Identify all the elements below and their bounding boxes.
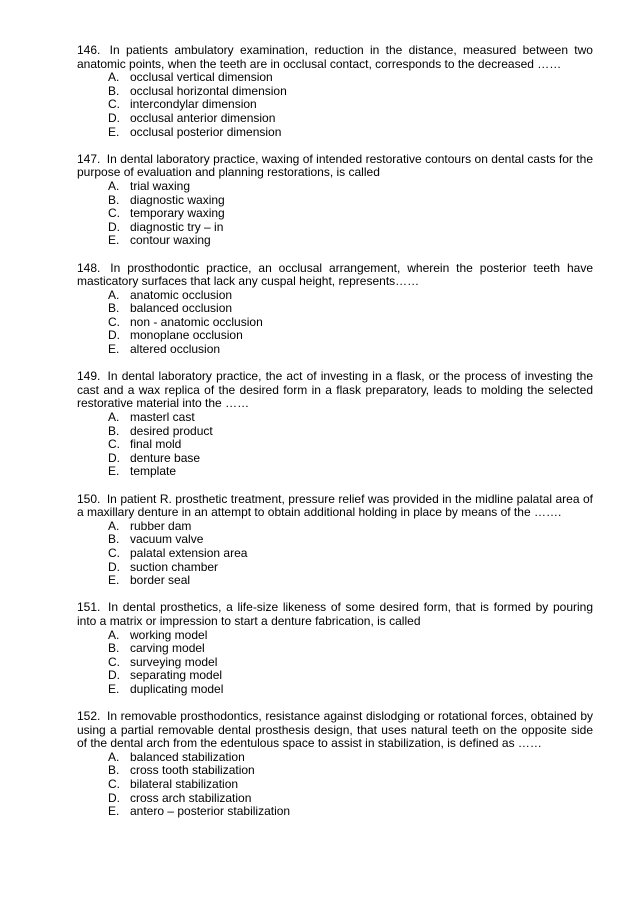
answer-option-a [77, 629, 593, 643]
answer-option-d [77, 561, 593, 575]
question-number: 149. [77, 369, 101, 384]
answer-option-c [77, 98, 593, 112]
question-152 [77, 710, 593, 819]
option-letter: C. [108, 654, 120, 669]
answer-option-b [77, 764, 593, 778]
answer-options [77, 751, 593, 819]
option-text: masterl cast [130, 410, 195, 425]
option-letter: B. [108, 532, 120, 547]
question-text: In dental laboratory practice, waxing of intended restorative contours on dental casts for the purpose of evaluation and planning restorations, is called [77, 151, 593, 180]
answer-option-b [77, 302, 593, 316]
answer-option-d [77, 792, 593, 806]
option-text: border seal [130, 573, 191, 588]
question-stem [77, 44, 593, 71]
answer-options [77, 411, 593, 479]
option-letter: D. [108, 110, 120, 125]
answer-option-b [77, 642, 593, 656]
option-letter: C. [108, 437, 120, 452]
option-text: trial waxing [130, 178, 191, 193]
answer-option-e [77, 126, 593, 140]
option-text: temporary waxing [130, 206, 225, 221]
option-text: duplicating model [130, 681, 224, 696]
option-letter: C. [108, 97, 120, 112]
option-letter: E. [108, 233, 120, 248]
option-text: bilateral stabilization [130, 777, 239, 792]
answer-option-b [77, 425, 593, 439]
option-text: intercondylar dimension [130, 97, 257, 112]
answer-option-c [77, 547, 593, 561]
option-letter: E. [108, 342, 120, 357]
question-stem [77, 601, 593, 628]
question-text: In dental prosthetics, a life-size likeness of some desired form, that is formed by pouring into a matrix or impression to start a denture fabrication, is called [77, 600, 594, 628]
option-letter: B. [108, 641, 120, 656]
question-stem [77, 370, 593, 411]
option-text: non - anatomic occlusion [130, 314, 263, 329]
question-number: 148. [77, 260, 101, 275]
option-letter: C. [108, 314, 120, 329]
answer-option-e [77, 683, 593, 697]
option-letter: A. [108, 70, 120, 85]
question-number: 152. [77, 709, 101, 724]
option-text: separating model [130, 668, 223, 683]
option-letter: B. [108, 83, 120, 98]
answer-options [77, 629, 593, 697]
answer-option-a [77, 289, 593, 303]
question-stem [77, 262, 593, 289]
answer-option-c [77, 778, 593, 792]
option-text: vacuum valve [130, 532, 204, 547]
option-letter: E. [108, 573, 120, 588]
answer-option-a [77, 520, 593, 534]
option-text: anatomic occlusion [130, 287, 233, 302]
option-letter: E. [108, 124, 120, 139]
option-letter: D. [108, 559, 120, 574]
question-148 [77, 262, 593, 357]
answer-option-d [77, 329, 593, 343]
option-letter: D. [108, 219, 120, 234]
answer-option-c [77, 656, 593, 670]
option-letter: B. [108, 423, 120, 438]
question-number: 151. [77, 600, 101, 615]
option-text: rubber dam [130, 518, 192, 533]
question-text: In dental laboratory practice, the act of investing in a flask, or the process of investing the cast and a wax replica of the desired form in a flask preparatory, leads to molding the selected restorative material into the …… [77, 369, 593, 411]
option-letter: A. [108, 178, 120, 193]
question-147 [77, 153, 593, 248]
question-151 [77, 601, 593, 696]
question-stem [77, 153, 593, 180]
option-text: cross tooth stabilization [130, 763, 255, 778]
option-letter: A. [108, 627, 120, 642]
question-text: In patients ambulatory examination, reduction in the distance, measured between two anatomic points, when the teeth are in occlusal contact, corresponds to the decreased …… [77, 43, 593, 71]
option-letter: E. [108, 681, 120, 696]
option-text: monoplane occlusion [130, 328, 243, 343]
option-text: working model [130, 627, 208, 642]
option-text: balanced stabilization [130, 749, 245, 764]
option-letter: A. [108, 410, 120, 425]
option-text: desired product [130, 423, 213, 438]
answer-option-c [77, 438, 593, 452]
option-letter: A. [108, 518, 120, 533]
option-letter: C. [108, 206, 120, 221]
option-text: palatal extension area [130, 545, 248, 560]
option-letter: E. [108, 804, 120, 819]
answer-option-c [77, 207, 593, 221]
option-text: balanced occlusion [130, 301, 233, 316]
option-text: cross arch stabilization [130, 790, 252, 805]
answer-option-e [77, 574, 593, 588]
question-150 [77, 493, 593, 588]
option-text: antero – posterior stabilization [130, 804, 291, 819]
answer-option-a [77, 180, 593, 194]
option-text: denture base [130, 450, 201, 465]
answer-options [77, 180, 593, 248]
answer-option-d [77, 452, 593, 466]
option-text: suction chamber [130, 559, 219, 574]
option-letter: D. [108, 668, 120, 683]
answer-option-e [77, 234, 593, 248]
answer-options [77, 520, 593, 588]
answer-option-d [77, 669, 593, 683]
option-letter: B. [108, 192, 120, 207]
answer-option-e [77, 343, 593, 357]
question-number: 146. [77, 43, 101, 57]
option-letter: E. [108, 464, 120, 479]
option-letter: B. [108, 763, 120, 778]
option-letter: B. [108, 301, 120, 316]
option-letter: A. [108, 749, 120, 764]
option-text: final mold [130, 437, 182, 452]
answer-option-b [77, 533, 593, 547]
question-number: 147. [77, 151, 101, 166]
answer-option-d [77, 221, 593, 235]
question-text: In patient R. prosthetic treatment, pressure relief was provided in the midline palatal area of a maxillary denture in an attempt to obtain additional holding in place by means of the ……. [77, 491, 593, 520]
option-letter: D. [108, 450, 120, 465]
answer-option-a [77, 71, 593, 85]
answer-option-c [77, 316, 593, 330]
question-stem [77, 493, 593, 520]
option-text: diagnostic try – in [130, 219, 224, 234]
option-letter: D. [108, 328, 120, 343]
option-letter: A. [108, 287, 120, 302]
answer-option-b [77, 194, 593, 208]
option-text: carving model [130, 641, 205, 656]
question-149 [77, 370, 593, 479]
option-text: occlusal vertical dimension [130, 70, 273, 85]
answer-option-e [77, 805, 593, 819]
option-text: occlusal anterior dimension [130, 110, 276, 125]
question-page [77, 44, 593, 832]
answer-option-d [77, 112, 593, 126]
option-letter: C. [108, 545, 120, 560]
option-letter: D. [108, 790, 120, 805]
question-text: In prosthodontic practice, an occlusal arrangement, wherein the posterior teeth have masticatory surfaces that lack any cuspal height, represents…… [77, 260, 593, 289]
answer-option-a [77, 751, 593, 765]
answer-option-e [77, 465, 593, 479]
question-number: 150. [77, 491, 101, 506]
answer-options [77, 289, 593, 357]
question-stem [77, 710, 593, 751]
option-text: diagnostic waxing [130, 192, 225, 207]
option-text: altered occlusion [130, 342, 221, 357]
option-text: occlusal posterior dimension [130, 124, 282, 139]
option-text: surveying model [130, 654, 218, 669]
option-text: template [130, 464, 177, 479]
answer-option-a [77, 411, 593, 425]
option-text: contour waxing [130, 233, 211, 248]
option-text: occlusal horizontal dimension [130, 83, 287, 98]
answer-options [77, 71, 593, 139]
question-146 [77, 44, 593, 139]
answer-option-b [77, 85, 593, 99]
option-letter: C. [108, 777, 120, 792]
question-text: In removable prosthodontics, resistance against dislodging or rotational forces, obtained by using a partial removable dental prosthesis design, that uses natural teeth on the opposite side of the dental arch from the edentulous space to assist in stabilization, is defined as …… [77, 709, 593, 751]
